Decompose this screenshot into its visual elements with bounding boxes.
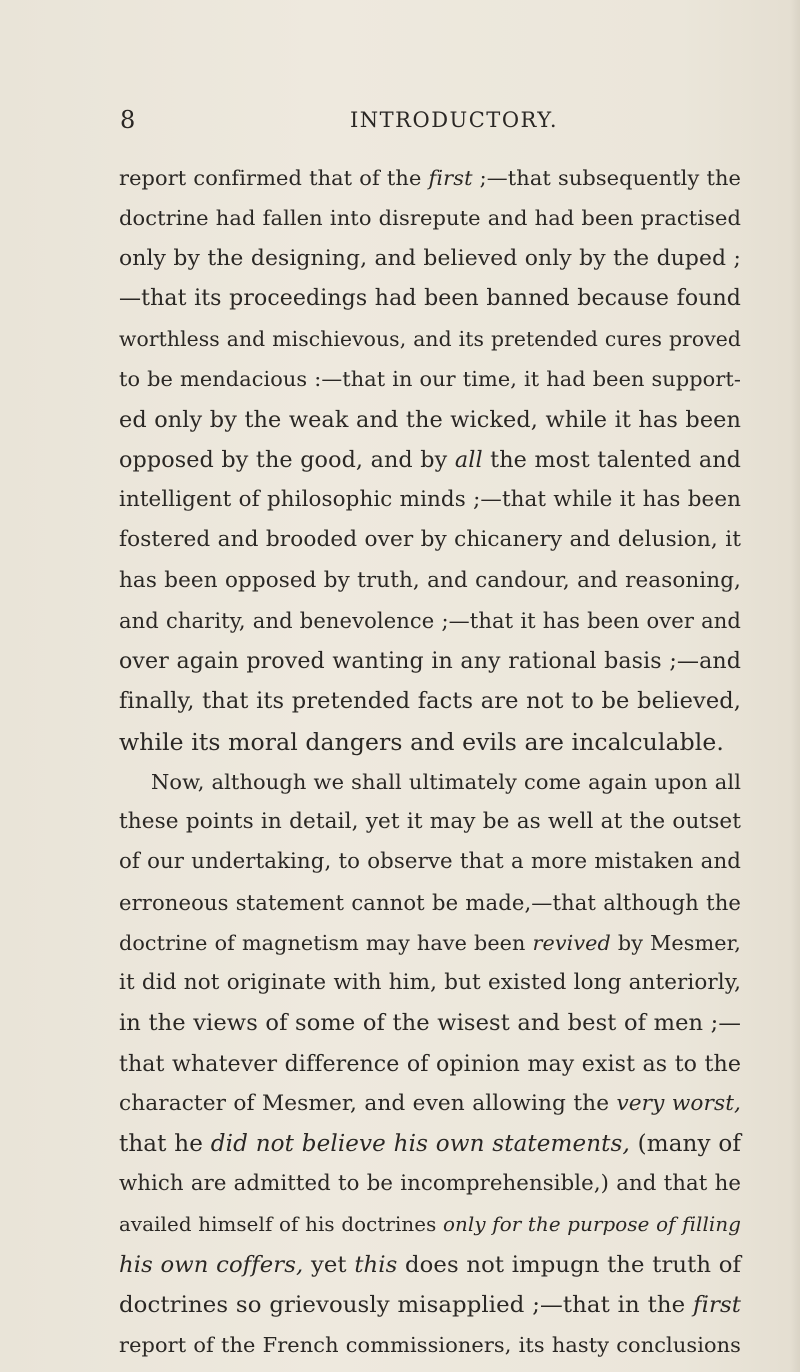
text-line: it did not originate with him, but existed long anteriorly, xyxy=(119,970,741,995)
page-edge-shadow xyxy=(790,0,800,1372)
text-line: and charity, and benevolence ;—that it has been over and xyxy=(119,607,741,633)
text-line: doctrine of magnetism may have been revived by Mesmer, xyxy=(119,930,741,955)
text-line: report of the French commissioners, its hasty conclusions xyxy=(119,1333,741,1358)
text-line: over again proved wanting in any rational basis ;—and xyxy=(119,648,741,674)
text-line: only by the designing, and believed only by the duped ; xyxy=(119,245,741,271)
text-line: that he did not believe his own statements, (many of xyxy=(119,1131,741,1157)
body-text xyxy=(119,158,741,1366)
text-line: in the views of some of the wisest and best of men ;— xyxy=(119,1010,741,1037)
text-line: worthless and mischievous, and its pretended cures proved xyxy=(119,327,741,351)
text-line: while its moral dangers and evils are incalculable. xyxy=(119,727,724,756)
text-line: character of Mesmer, and even allowing the very worst, xyxy=(119,1090,741,1116)
running-head: INTRODUCTORY. xyxy=(350,108,559,132)
page-header xyxy=(120,106,740,140)
text-line: report confirmed that of the first ;—that subsequently the xyxy=(119,166,741,190)
text-line: doctrine had fallen into disrepute and had been practised xyxy=(119,206,741,231)
text-line: of our undertaking, to observe that a more mistaken and xyxy=(119,849,741,875)
page-number: 8 xyxy=(120,106,136,134)
text-line: —that its proceedings had been banned because found xyxy=(119,285,741,311)
text-line-paragraph-start: Now, although we shall ultimately come again upon all xyxy=(151,769,741,794)
text-line: availed himself of his doctrines only for the purpose of filling xyxy=(119,1212,741,1236)
text-line: his own coffers, yet this does not impugn the truth of xyxy=(119,1251,741,1278)
text-line: intelligent of philosophic minds ;—that while it has been xyxy=(119,487,741,512)
text-line: that whatever difference of opinion may exist as to the xyxy=(119,1050,741,1077)
text-line: which are admitted to be incomprehensible,) and that he xyxy=(119,1171,741,1197)
text-line: these points in detail, yet it may be as well at the outset xyxy=(119,809,741,834)
text-line: ed only by the weak and the wicked, while it has been xyxy=(119,406,741,433)
text-line: to be mendacious :—that in our time, it had been support- xyxy=(119,367,741,392)
text-line: erroneous statement cannot be made,—that although the xyxy=(119,889,741,915)
text-line: fostered and brooded over by chicanery and delusion, it xyxy=(119,527,741,553)
text-line: doctrines so grievously misapplied ;—that in the first xyxy=(119,1292,741,1318)
text-line: opposed by the good, and by all the most talented and xyxy=(119,446,741,473)
text-line: finally, that its pretended facts are not to be believed, xyxy=(119,688,741,715)
text-line: has been opposed by truth, and candour, and reasoning, xyxy=(119,567,741,593)
